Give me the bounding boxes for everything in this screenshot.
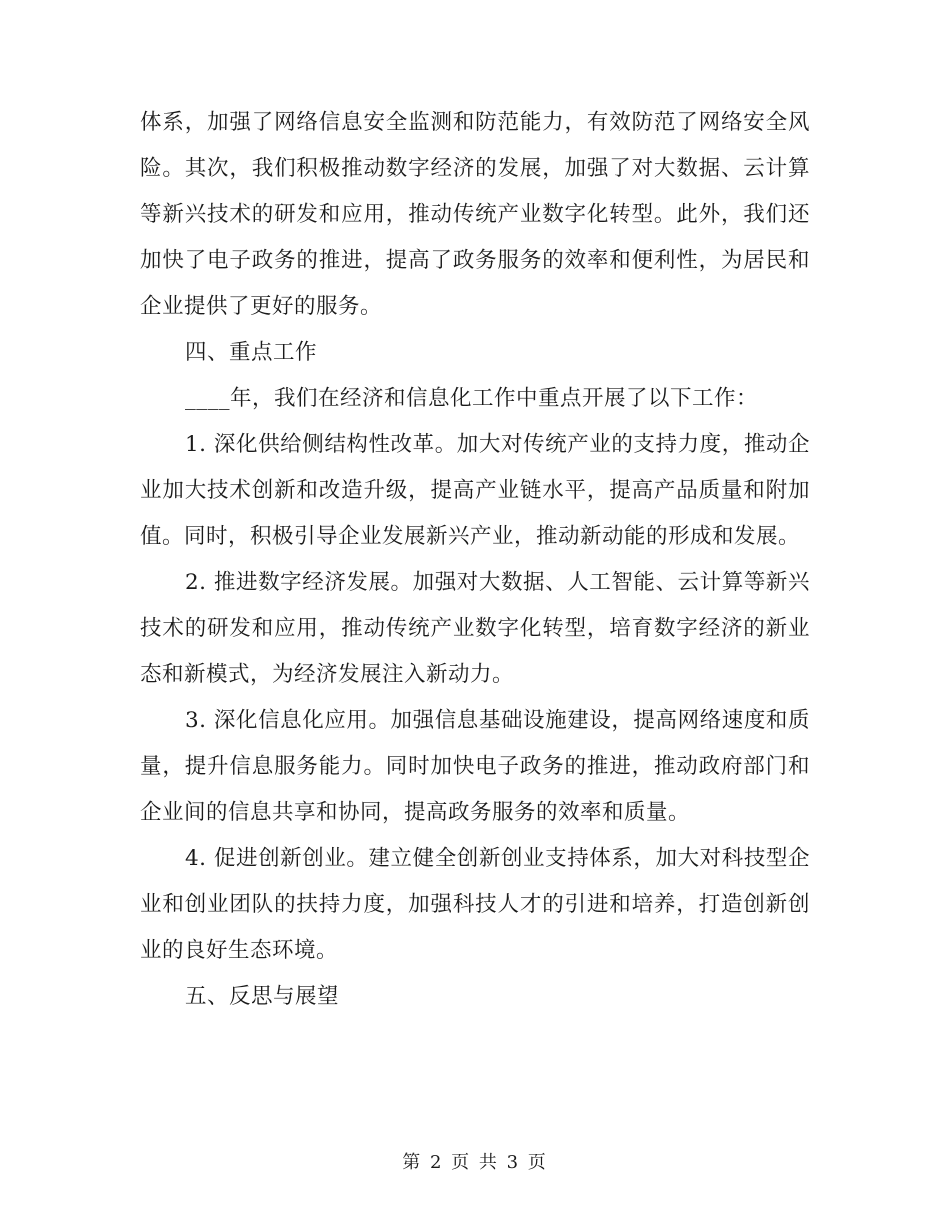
list-item-innovation: 4. 促进创新创业。建立健全创新创业支持体系，加大对科技型企业和创业团队的扶持力度，加强科技人才的引进和培养，打造创新创业的良好生态环境。	[140, 846, 810, 963]
paragraph-intro: ____年，我们在经济和信息化工作中重点开展了以下工作：	[185, 386, 759, 411]
section-heading-reflection: 五、反思与展望	[185, 984, 340, 1009]
list-item-digital-economy: 2. 推进数字经济发展。加强对大数据、人工智能、云计算等新兴技术的研发和应用，推动传统产业数字化转型，培育数字经济的新业态和新模式，为经济发展注入新动力。	[140, 570, 810, 687]
paragraph-continuation: 体系，加强了网络信息安全监测和防范能力，有效防范了网络安全风险。其次，我们积极推动数字经济的发展，加强了对大数据、云计算等新兴技术的研发和应用，推动传统产业数字化转型。此外，我们还加快了电子政务的推进，提高了政务服务的效率和便利性，为居民和企业提供了更好的服务。	[140, 110, 810, 319]
page-number-footer: 第 2 页 共 3 页	[402, 1152, 548, 1173]
list-item-supply-side-reform: 1. 深化供给侧结构性改革。加大对传统产业的支持力度，推动企业加大技术创新和改造升级，提高产业链水平，提高产品质量和附加值。同时，积极引导企业发展新兴产业，推动新动能的形成和发展。	[140, 432, 810, 549]
section-heading-key-work: 四、重点工作	[185, 340, 318, 365]
list-item-informatization: 3. 深化信息化应用。加强信息基础设施建设，提高网络速度和质量，提升信息服务能力。同时加快电子政务的推进，推动政府部门和企业间的信息共享和协同，提高政务服务的效率和质量。	[140, 708, 810, 825]
document-body	[140, 100, 810, 1020]
